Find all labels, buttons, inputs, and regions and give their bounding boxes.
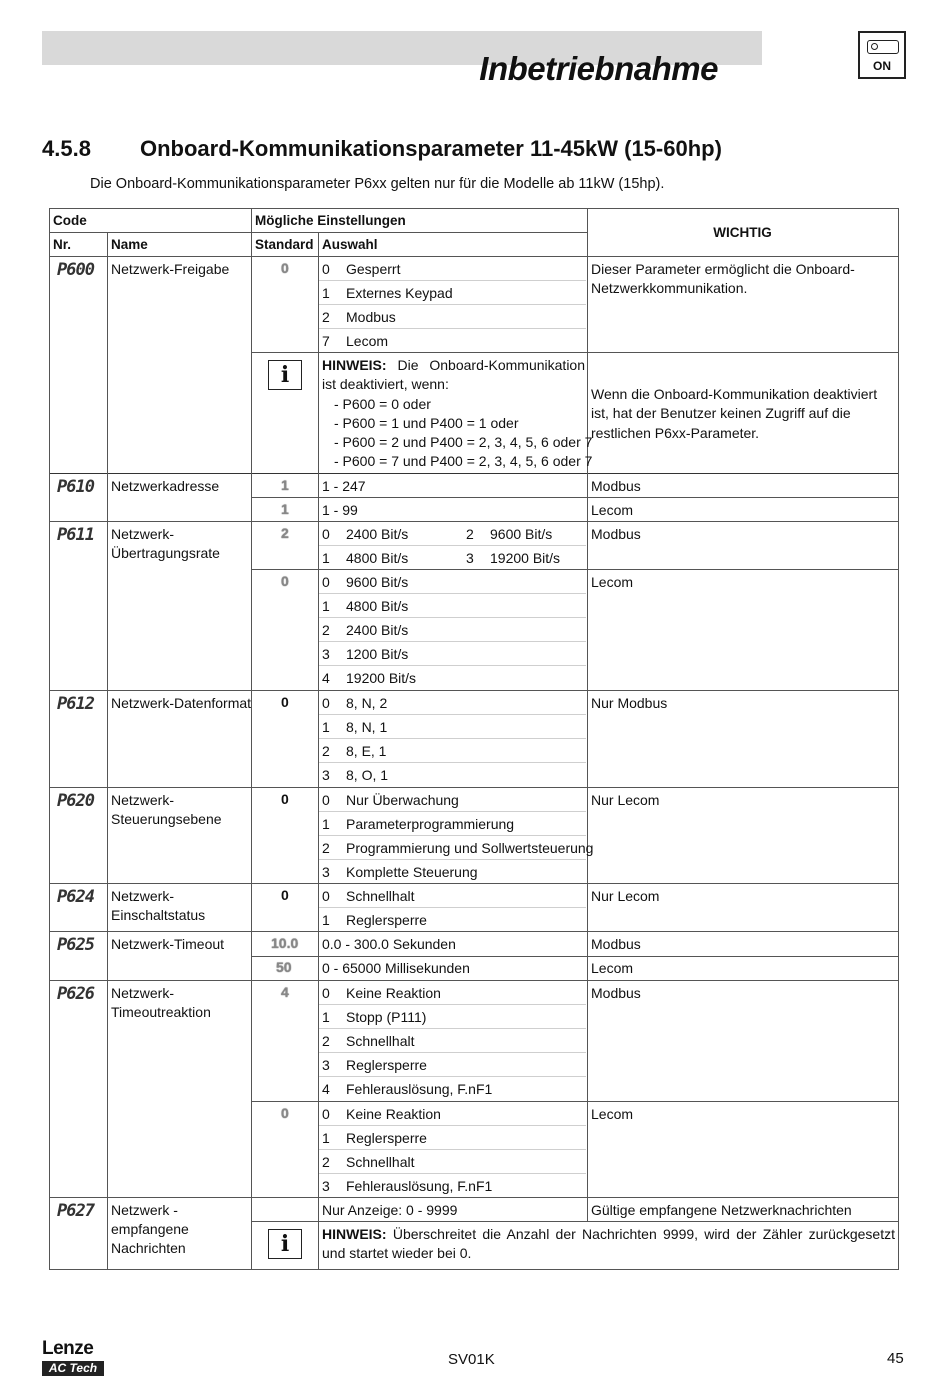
param-name-p627-line2: empfangene [111,1221,189,1237]
param-name-p627: Netzwerk - [111,1202,178,1218]
hint-item: - P600 = 2 und P400 = 2, 3, 4, 5, 6 oder 7 [334,434,593,450]
option-number: 2 [466,526,474,542]
option-value: 4800 Bit/s [346,598,409,614]
option-number: 1 [322,816,330,832]
param-name-p611: Netzwerk- [111,526,175,542]
param-code-p611: P611 [57,525,94,545]
hint-item: - P600 = 1 und P400 = 1 oder [334,415,519,431]
option-value: Reglersperre [346,1130,427,1146]
param-note: Modbus [591,936,641,952]
logo-actech: AC Tech [42,1361,104,1376]
header-important: WICHTIG [713,225,772,240]
param-code-p610: P610 [57,477,94,497]
option-value: Keine Reaktion [346,1106,441,1122]
option-number: 0 [322,695,330,711]
param-name-p625: Netzwerk-Timeout [111,936,225,952]
hint-label: HINWEIS: [322,357,387,373]
option-value: 19200 Bit/s [346,670,417,686]
option-number: 0 [322,985,330,1001]
param-name-p624: Netzwerk- [111,888,175,904]
param-name-p626: Netzwerk- [111,985,175,1001]
param-note: Gültige empfangene Netzwerknachrichten [591,1202,852,1218]
option-value: 8, E, 1 [346,743,387,759]
header-nr: Nr. [53,237,72,252]
option-number: 3 [322,767,330,783]
option-value: 1200 Bit/s [346,646,409,662]
param-range: 1 - 247 [322,478,366,494]
option-value: 8, N, 1 [346,719,388,735]
hint-text: Die Onboard-Kommunikation ist deaktiviert, wenn: [322,357,586,393]
chapter-title: Inbetriebnahme [479,50,718,87]
option-number: 3 [322,1178,330,1194]
option-value: Externes Keypad [346,285,453,301]
param-note-p600-disabled: Wenn die Onboard-Kommunikation deaktiviert ist, hat der Benutzer keinen Zugriff auf die restlichen P6xx-Parameter. [591,386,878,441]
param-name-p627-line3: Nachrichten [111,1240,186,1256]
option-number: 3 [322,646,330,662]
intro-text: Die Onboard-Kommunikationsparameter P6xx gelten nur für die Modelle ab 11kW (15hp). [90,176,665,192]
option-value: 9600 Bit/s [346,574,409,590]
option-value: Modbus [346,309,396,325]
header-code: Code [53,213,87,228]
option-value: Keine Reaktion [346,985,441,1001]
option-value: Programmierung und Sollwertsteuerung [346,840,594,856]
param-range: 1 - 99 [322,502,358,518]
hint-item: - P600 = 0 oder [334,396,431,412]
option-number: 2 [322,309,330,325]
option-value: 8, O, 1 [346,767,389,783]
option-number: 1 [322,1130,330,1146]
param-code-p612: P612 [57,694,94,714]
option-number: 1 [322,719,330,735]
param-code-p620: P620 [57,791,94,811]
param-name-p626-line2: Timeoutreaktion [111,1004,211,1020]
option-value: Gesperrt [346,261,401,277]
param-code-p600: P600 [57,260,94,280]
param-note: Modbus [591,478,641,494]
option-value: Parameterprogrammierung [346,816,515,832]
option-value: Nur Überwachung [346,792,459,808]
param-default-p624: 0 [281,887,289,903]
hint-p627 [322,1225,895,1264]
option-number: 1 [322,285,330,301]
section-number: 4.5.8 [42,136,91,161]
param-default-p610-modbus: 1 [281,477,289,493]
option-value: 8, N, 2 [346,695,388,711]
option-value: Stopp (P111) [346,1009,427,1025]
param-name-p610: Netzwerkadresse [111,478,220,494]
option-number: 0 [322,792,330,808]
option-value: 9600 Bit/s [490,526,553,542]
param-default-p620: 0 [281,791,289,807]
param-default-p626-lecom: 0 [281,1105,289,1121]
option-number: 0 [322,888,330,904]
param-note-p600: Dieser Parameter ermöglicht die Onboard-Netzwerkkommunikation. [591,261,855,297]
param-code-p624: P624 [57,887,94,907]
option-value: Schnellhalt [346,888,415,904]
param-name-p620: Netzwerk- [111,792,175,808]
option-value: Reglersperre [346,1057,427,1073]
option-number: 1 [322,598,330,614]
param-note: Lecom [591,574,634,590]
page-number: 45 [887,1350,904,1367]
param-code-p627: P627 [57,1201,94,1221]
option-number: 2 [322,743,330,759]
option-value: Schnellhalt [346,1154,415,1170]
option-number: 1 [322,550,330,566]
info-icon: i [268,1229,302,1259]
option-number: 3 [322,1057,330,1073]
on-label: ON [873,59,891,73]
param-default-p611-modbus: 2 [281,525,289,541]
param-default-p625-modbus: 10.0 [271,935,299,951]
param-note: Nur Modbus [591,695,668,711]
option-number: 0 [322,526,330,542]
option-value: 2400 Bit/s [346,622,409,638]
param-note: Modbus [591,526,641,542]
option-value: Lecom [346,333,389,349]
param-note: Nur Lecom [591,792,660,808]
logo-lenze: Lenze [42,1338,94,1359]
header-standard: Standard [255,237,314,252]
on-switch-icon [858,31,906,79]
param-name-p612: Netzwerk-Datenformat [111,695,252,711]
option-number: 3 [466,550,474,566]
param-default-p625-lecom: 50 [276,959,292,975]
header-selection: Auswahl [322,237,378,252]
option-number: 2 [322,840,330,856]
hint-label: HINWEIS: [322,1226,387,1242]
param-default-p611-lecom: 0 [281,573,289,589]
param-default-p600: 0 [281,260,289,276]
option-value: Komplette Steuerung [346,864,478,880]
option-value: Reglersperre [346,912,427,928]
hint-p600 [322,356,585,395]
param-note: Modbus [591,985,641,1001]
section-title: Onboard-Kommunikationsparameter 11-45kW (15-60hp) [140,136,722,161]
param-note: Nur Lecom [591,888,660,904]
hint-text: Überschreitet die Anzahl der Nachrichten 9999, wird der Zähler zurückgesetzt und startet wieder bei 0. [322,1226,895,1262]
param-note: Lecom [591,502,634,518]
hint-item: - P600 = 7 und P400 = 2, 3, 4, 5, 6 oder 7 [334,453,593,469]
option-number: 1 [322,912,330,928]
option-number: 0 [322,261,330,277]
param-code-p625: P625 [57,935,94,955]
param-name-p611-line2: Übertragungsrate [111,545,220,561]
param-default-p610-lecom: 1 [281,501,289,517]
info-icon: i [268,360,302,390]
header-settings: Mögliche Einstellungen [255,213,406,228]
param-default-p626-modbus: 4 [281,984,289,1000]
option-number: 7 [322,333,330,349]
option-value: 4800 Bit/s [346,550,409,566]
brand-logo [42,1338,104,1376]
option-number: 0 [322,1106,330,1122]
param-range: 0 - 65000 Millisekunden [322,960,470,976]
param-name-p624-line2: Einschaltstatus [111,907,206,923]
option-value: Fehlerauslösung, F.nF1 [346,1178,493,1194]
option-number: 2 [322,1033,330,1049]
option-number: 0 [322,574,330,590]
option-number: 4 [322,1081,330,1097]
option-value: Schnellhalt [346,1033,415,1049]
option-value: 2400 Bit/s [346,526,409,542]
header-name: Name [111,237,148,252]
param-note: Lecom [591,960,634,976]
document-code: SV01K [448,1351,495,1368]
option-value: 19200 Bit/s [490,550,561,566]
param-name-p620-line2: Steuerungsebene [111,811,222,827]
param-name-p600: Netzwerk-Freigabe [111,261,230,277]
option-number: 1 [322,1009,330,1025]
param-code-p626: P626 [57,984,94,1004]
option-number: 2 [322,1154,330,1170]
param-default-p612: 0 [281,694,289,710]
param-note: Lecom [591,1106,634,1122]
option-number: 2 [322,622,330,638]
param-range: Nur Anzeige: 0 - 9999 [322,1202,458,1218]
option-value: Fehlerauslösung, F.nF1 [346,1081,493,1097]
param-range: 0.0 - 300.0 Sekunden [322,936,456,952]
option-number: 3 [322,864,330,880]
option-number: 4 [322,670,330,686]
